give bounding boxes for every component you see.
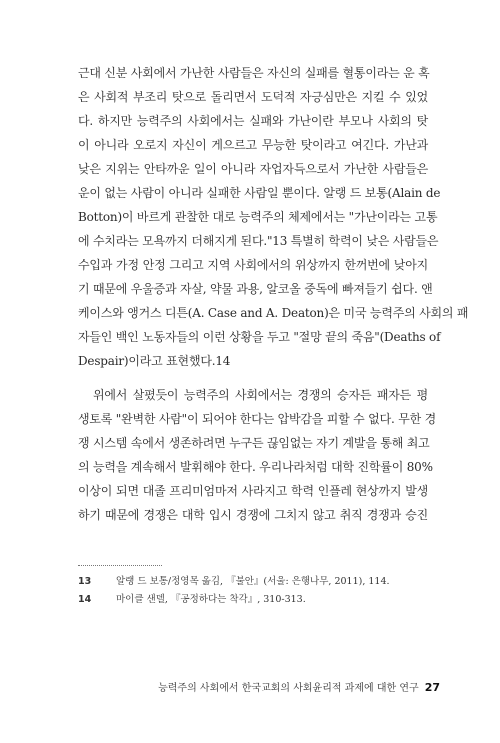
text-line: 케이스와 앵거스 디튼(A. Case and A. Deaton)은 미국 능력주의 사회의 패 — [78, 306, 469, 320]
text-line: 쟁 시스템 속에서 생존하려면 누구든 끊임없는 자기 계발을 통해 최고 — [78, 436, 430, 450]
text-line: 운이 없는 사람이 아니라 실패한 사람일 뿐이다. 알랭 드 보통(Alain de — [78, 186, 441, 200]
footnote-text: 마이클 샌델, 『공정하다는 착각』, 310-313. — [116, 594, 306, 605]
running-title: 능력주의 사회에서 한국교회의 사회윤리적 과제에 대한 연구 — [158, 683, 419, 694]
text-line: 의 능력을 계속해서 발휘해야 한다. 우리나라처럼 대학 진학률이 80% — [78, 460, 433, 474]
text-line: 수입과 가정 안정 그리고 지역 사회에서의 위상까지 한꺼번에 낮아지 — [78, 258, 428, 272]
footnote-divider — [78, 565, 162, 566]
text-line: 낮은 지위는 안타까운 일이 아니라 자업자득으로서 가난한 사람들은 — [78, 162, 428, 176]
text-line: 생토록 "완벽한 사람"이 되어야 한다는 압박감을 피할 수 없다. 무한 경 — [78, 412, 436, 426]
text-line: 은 사회적 부조리 탓으로 돌리면서 도덕적 자긍심만은 지킬 수 있었 — [78, 90, 428, 104]
text-line: 이 아니라 오로지 자신이 게으르고 무능한 탓이라고 여긴다. 가난과 — [78, 138, 428, 152]
text-line: Despair)이라고 표현했다.14 — [78, 354, 231, 368]
text-line: 위에서 살폈듯이 능력주의 사회에서는 경쟁의 승자든 패자든 평 — [93, 388, 428, 402]
page-number: 27 — [424, 681, 440, 694]
text-line: 다. 하지만 능력주의 사회에서는 실패와 가난이란 부모나 사회의 탓 — [78, 114, 428, 128]
text-line: 이상이 되면 대졸 프리미엄마저 사라지고 학력 인플레 현상까지 발생 — [78, 484, 428, 498]
footnote-14 — [78, 594, 438, 606]
text-line: Botton)이 바르게 관찰한 대로 능력주의 체제에서는 "가난이라는 고통 — [78, 210, 438, 224]
text-line: 자들인 백인 노동자들의 이런 상황을 두고 "절망 끝의 죽음"(Deaths of — [78, 330, 441, 344]
footnote-number: 13 — [78, 576, 92, 587]
footnote-text: 알랭 드 보통/정영목 옮김, 『불안』(서울: 은행나무, 2011), 114. — [116, 576, 390, 587]
text-line: 하기 때문에 경쟁은 대학 입시 경쟁에 그치지 않고 취직 경쟁과 승진 — [78, 508, 428, 522]
text-line: 근대 신분 사회에서 가난한 사람들은 자신의 실패를 혈통이라는 운 혹 — [78, 66, 430, 80]
page-footer — [158, 679, 440, 694]
footnote-13 — [78, 576, 438, 588]
text-line: 기 때문에 우울증과 자살, 약물 과용, 알코올 중독에 빠져들기 쉽다. 앤 — [78, 282, 433, 296]
footnote-number: 14 — [78, 594, 92, 605]
text-line: 에 수치라는 모욕까지 더해지게 된다."13 특별히 학력이 낮은 사람들은 — [78, 234, 439, 248]
